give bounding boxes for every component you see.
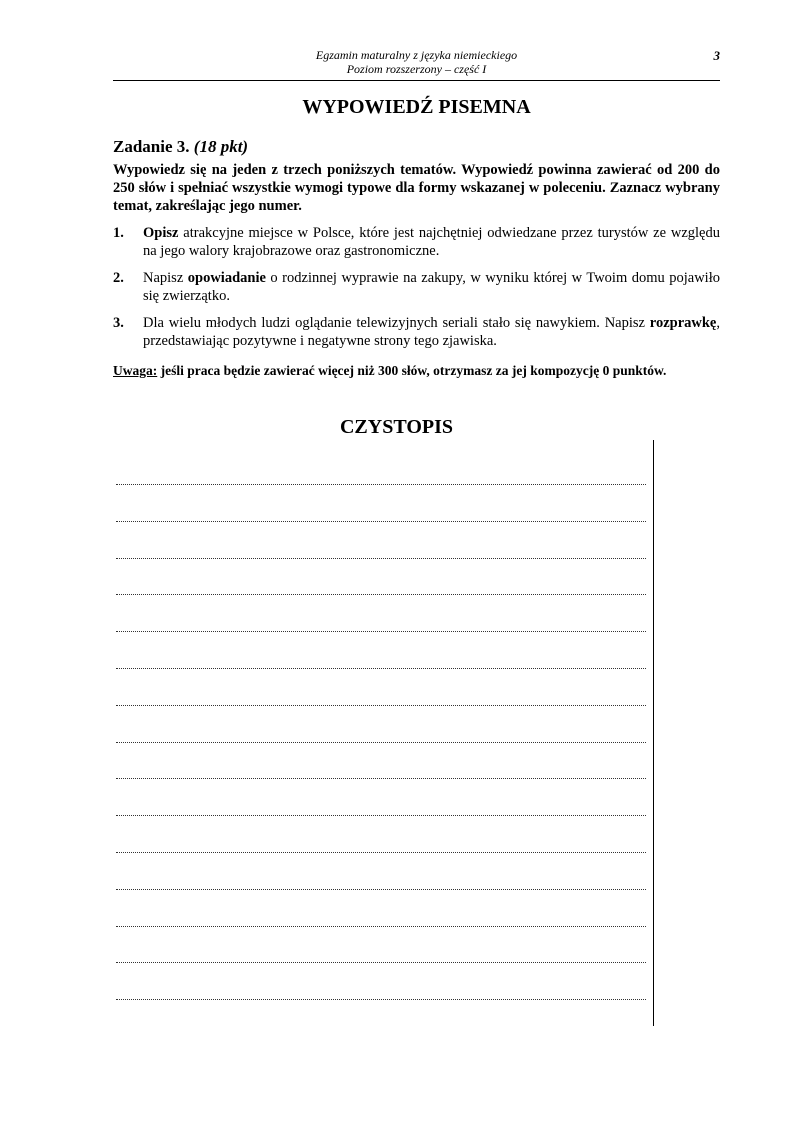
exam-title: Egzamin maturalny z języka niemieckiego (315, 48, 518, 62)
writing-line[interactable] (116, 852, 646, 853)
writing-line[interactable] (116, 631, 646, 632)
margin-line (653, 440, 654, 1026)
topic-form: rozprawkę (649, 315, 717, 331)
writing-line[interactable] (116, 705, 646, 706)
note-label: Uwaga: (113, 363, 158, 378)
writing-line[interactable] (116, 558, 646, 559)
writing-line[interactable] (116, 999, 646, 1000)
topic-item[interactable] (113, 314, 720, 350)
topic-form: opowiadanie (187, 270, 266, 286)
writing-line[interactable] (116, 815, 646, 816)
task-points: (18 pkt) (193, 137, 249, 156)
topic-form: Opisz (143, 225, 179, 241)
topic-item[interactable] (113, 269, 720, 305)
page-number: 3 (713, 48, 720, 63)
task-title (113, 137, 248, 157)
writing-line[interactable] (116, 926, 646, 927)
writing-line[interactable] (116, 742, 646, 743)
clean-copy-title: CZYSTOPIS (339, 416, 453, 438)
writing-line[interactable] (116, 962, 646, 963)
topic-number[interactable]: 3. (113, 315, 124, 331)
topic-number[interactable]: 2. (113, 270, 124, 286)
note (113, 362, 720, 380)
writing-line[interactable] (116, 778, 646, 779)
topic-text: atrakcyjne miejsce w Polsce, które jest najchętniej odwiedzane przez turystów ze względu na jego walory krajobrazowe oraz gastronomiczne. (143, 225, 720, 259)
exam-level: Poziom rozszerzony – część I (346, 62, 487, 76)
note-text: jeśli praca będzie zawierać więcej niż 300 słów, otrzymasz za jej kompozycję 0 punktów. (157, 363, 667, 378)
writing-line[interactable] (116, 889, 646, 890)
topic-text: o rodzinnej wyprawie na zakupy, w wyniku której w Twoim domu pojawiło się zwierzątko. (143, 270, 720, 304)
section-title: WYPOWIEDŹ PISEMNA (302, 96, 531, 118)
writing-line[interactable] (116, 594, 646, 595)
writing-line[interactable] (116, 668, 646, 669)
topic-list (113, 224, 720, 359)
task-instruction: Wypowiedz się na jeden z trzech poniższych tematów. Wypowiedź powinna zawierać od 200 do 250 słów i spełniać wszystkie wymogi typowe dla formy wskazanej w poleceniu. Zaznacz wybrany temat, zakreślając jego numer. (113, 162, 720, 214)
topic-number[interactable]: 1. (113, 225, 124, 241)
topic-text: Dla wielu młodych ludzi oglądanie telewizyjnych seriali stało się nawykiem. Napisz (143, 315, 650, 331)
writing-line[interactable] (116, 484, 646, 485)
topic-text: Napisz (143, 270, 188, 286)
page-header (113, 48, 720, 81)
topic-item[interactable] (113, 224, 720, 260)
writing-line[interactable] (116, 521, 646, 522)
task-number: Zadanie 3. (113, 137, 190, 156)
topic-text: , przedstawiając pozytywne i negatywne strony tego zjawiska. (143, 315, 720, 349)
